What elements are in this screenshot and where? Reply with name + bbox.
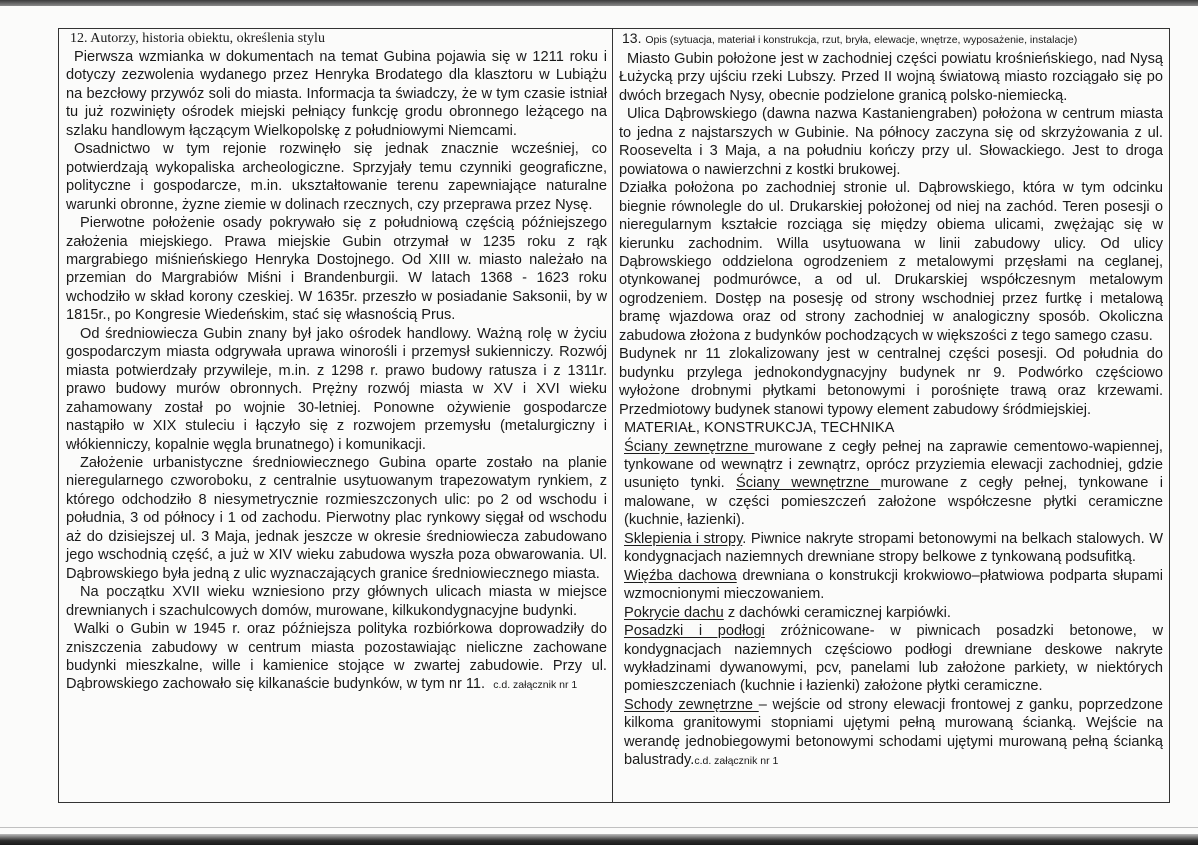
document-page: [0, 6, 1198, 834]
section-13-subtitle: Opis (sytuacja, materiał i konstrukcja, rzut, bryła, elewacje, wnętrze, wyposażenie, instalacje): [645, 34, 1078, 46]
description-paragraph: Budynek nr 11 zlokalizowany jest w centralnej części posesji. Od południa do budynku przylega jednokondygnacyjny budynek nr 9. Podwórko częściowo wyłożone drobnymi płytkami betonowymi i porośnięte trawą oraz krzewami. Przedmiotowy budynek stanowi typowy element zabudowy śródmiejskiej.: [619, 346, 1163, 418]
item-roof-truss: [619, 567, 1163, 604]
history-paragraph: Pierwotne położenie osady pokrywało się z południową częścią późniejszego założenia miejskiego. Prawa miejskie Gubin otrzymał w 1235 roku z rąk margrabiego miśnieńskiego Henryka Dostojnego. Od XIII w. miasto należało na przemian do Margrabiów Miśni i Brandenburgii. W latach 1368 - 1623 roku wchodziło w skład korony czeskiej. W 1635r. przeszło w posiadanie Saksonii, by w 1815r., po Kongresie Wiedeńskim, stać się własnością Prus.: [66, 215, 607, 324]
item-walls: [619, 438, 1163, 530]
item-floors: [619, 622, 1163, 696]
history-paragraph: Od średniowiecza Gubin znany był jako ośrodek handlowy. Ważną rolę w życiu gospodarczym miasta odgrywała uprawa winorośli i przemysł sukienniczy. Rozwój miasta potwierdzały przywileje, m.in. z 1298 r. prawo budowy ratusza i z 1311r. prawo budowy murów obronnych. Prężny rozwój miasta w XV i XVI wieku zahamowany został po wojnie 30-letniej. Ponowne ożywienie gospodarcze nastąpiło w XIX stuleciu i łączyło się z rozwojem przemysłu (metalurgiczny i włókienniczy, kopalnie węgla brunatnego) i komunikacji.: [66, 325, 607, 453]
history-paragraph: Na początku XVII wieku wzniesiono przy głównych ulicach miasta w miejsce drewnianych i szachulcowych domów, murowane, kilkukondygnacyjne budynki.: [66, 584, 607, 619]
item-roof-covering: [619, 604, 1163, 622]
item-text: . Piwnice nakryte stropami betonowymi na belkach stalowych. W kondygnacjach naziemnych drewniane stropy belkowe z tynkowaną podsufitką.: [624, 530, 1163, 566]
scan-edge-bottom: [0, 834, 1198, 845]
continuation-note: c.d. załącznik nr 1: [694, 755, 779, 768]
history-paragraph-text: Walki o Gubin w 1945 r. oraz późniejsza polityka rozbiórkowa doprowadziły do zniszczenia zabudowy w centrum miasta pozostawiając nieliczne zachowane budynki mieszkalne, wille i kamienice stojące w zwartej zabudowie. Przy ul. Dąbrowskiego zachowało się kilkanaście budynków, w tym nr 11.: [66, 621, 607, 693]
continuation-note: c.d. załącznik nr 1: [493, 679, 578, 692]
item-text: z dachówki ceramicznej karpiówki.: [723, 604, 951, 621]
item-text: murowane z cegły pełnej, tynkowane i malowane, w części pomieszczeń założone współczesne płytki ceramiczne (kuchnie, łazienki).: [624, 475, 1163, 529]
section-12-history: [59, 29, 613, 802]
item-ceilings: [619, 530, 1163, 567]
description-paragraph: Działka położona po zachodniej stronie ul. Dąbrowskiego, która w tym odcinku biegnie równolegle do ul. Drukarskiej położonej od niej na zachód. Teren posesji o nieregularnym kształcie rozciąga się między obiema ulicami, zwężając się w kierunku zachodnim. Willa usytuowana w linii zabudowy ulicy. Od ulicy Dąbrowskiego oddzielona ogrodzeniem z metalowymi przęsłami na ceglanej, otynkowanej podmurówce, a od ul. Drukarskiej współczesnym metalowym ogrodzeniem. Dostęp na posesję od strony wschodniej przez furtkę i metalową bramę wjazdowa oraz od strony zachodniej w analogiczny sposób. Okoliczna zabudowa złożona z budynków pochodzących w większości z tego samego czasu.: [619, 180, 1163, 344]
item-label: Ściany wewnętrzne: [736, 475, 881, 492]
item-label: Więźba dachowa: [624, 567, 737, 584]
item-label: Pokrycie dachu: [624, 604, 724, 621]
item-text: zróżnicowane- w piwnicach posadzki betonowe, w kondygnacjach naziemnych częściowo podłogi drewniane deskowe nakryte wykładzinami dywanowymi, pcv, panelami lub założone parkiety, w niektórych pomieszczeniach (kuchnie i łazienki) założone płytki ceramiczne.: [624, 623, 1163, 695]
description-paragraph: Miasto Gubin położone jest w zachodniej części powiatu krośnieńskiego, nad Nysą Łużycką przy ujściu rzeki Lubszy. Przed II wojną światową miasto rozciągało się po dwóch brzegach Nysy, obecnie podzielone granicą polsko-niemiecką.: [619, 51, 1163, 104]
description-paragraph: Ulica Dąbrowskiego (dawna nazwa Kastaniengraben) położona w centrum miasta to jedna z najstarszych w Gubinie. Na północy zaczyna się od skrzyżowania z ul. Roosevelta i 3 Maja, a na południu kończy przy ul. Słowackiego. Jest to droga powiatowa o nawierzchni z kostki brukowej.: [619, 106, 1163, 178]
history-paragraph: Osadnictwo w tym rejonie rozwinęło się jednak znacznie wcześniej, co potwierdzają wykopaliska archeologiczne. Sprzyjały temu czynniki geograficzne, polityczne i gospodarcze, m.in. ukształtowanie terenu zapewniające naturalne warunki obronne, żyzne ziemie w dolinach rzecznych, czy przeprawa przez Nysę.: [66, 141, 607, 213]
section-13-description: [613, 29, 1169, 802]
history-paragraph-last: [66, 620, 607, 695]
item-label: Schody zewnętrzne: [624, 696, 759, 713]
item-label: Posadzki i podłogi: [624, 623, 765, 640]
history-paragraph: Pierwsza wzmianka w dokumentach na temat Gubina pojawia się w 1211 roku i dotyczy zezwolenia wydanego przez Henryka Brodatego dla klasztoru w Lubiążu na bezcłowy przywóz soli do miasta. Informacja ta świadczy, że w tym czasie istniał tu już rozwinięty ośrodek miejski pełniący funkcję grodu obronnego leżącego na szlaku handlowym łączącym Wielkopolskę z południowymi Niemcami.: [66, 49, 607, 139]
item-text: – wejście od strony elewacji frontowej z ganku, poprzedzone kilkoma granitowymi stopniami ujętymi pełną murowaną ścianką. Wejście na werandę jednobiegowymi betonowymi schodami ujętymi murowaną pełną ścianką balustrady.: [624, 696, 1163, 769]
form-table: [58, 28, 1170, 803]
item-text: murowane z cegły pełnej na zaprawie cementowo-wapiennej, tynkowane od wewnątrz i zewnątrz, oprócz przyziemia elewacji zachodniej, gdzie usunięto tynki.: [624, 438, 1163, 492]
item-label: Sklepienia i stropy: [624, 530, 743, 547]
history-paragraph: Założenie urbanistyczne średniowiecznego Gubina oparte zostało na planie nieregularnego czworoboku, z centralnie usytuowanym trapezowatym rynkiem, z którego odchodziło 8 niesymetrycznie rozmieszczonych ulic: po 2 od wschodu i południa, 3 od północy i 1 od zachodu. Pierwotny plac rynkowy sięgał od wschodu aż do dzisiejszej ul. 3 Maja, jednak jeszcze w okresie średniowiecza zabudowano jego wschodnią część, a już w XIV wieku zabudowa wyszła poza obwarowania. Ul. Dąbrowskiego była jedną z ulic wyznaczających granice średniowiecznego miasta.: [66, 454, 607, 582]
item-text: drewniana o konstrukcji krokwiowo–płatwiowa podparta słupami wzmocnionymi mieczowaniem.: [624, 567, 1163, 603]
section-13-number: 13.: [622, 30, 642, 46]
section-12-title: 12. Autorzy, historia obiektu, określenia stylu: [70, 31, 325, 46]
item-label: Ściany zewnętrzne: [624, 438, 755, 455]
materials-heading: MATERIAŁ, KONSTRUKCJA, TECHNIKA: [624, 420, 895, 437]
section-13-title: [619, 30, 1163, 49]
scan-artifact-line: [0, 827, 1198, 828]
item-stairs: [619, 696, 1163, 771]
